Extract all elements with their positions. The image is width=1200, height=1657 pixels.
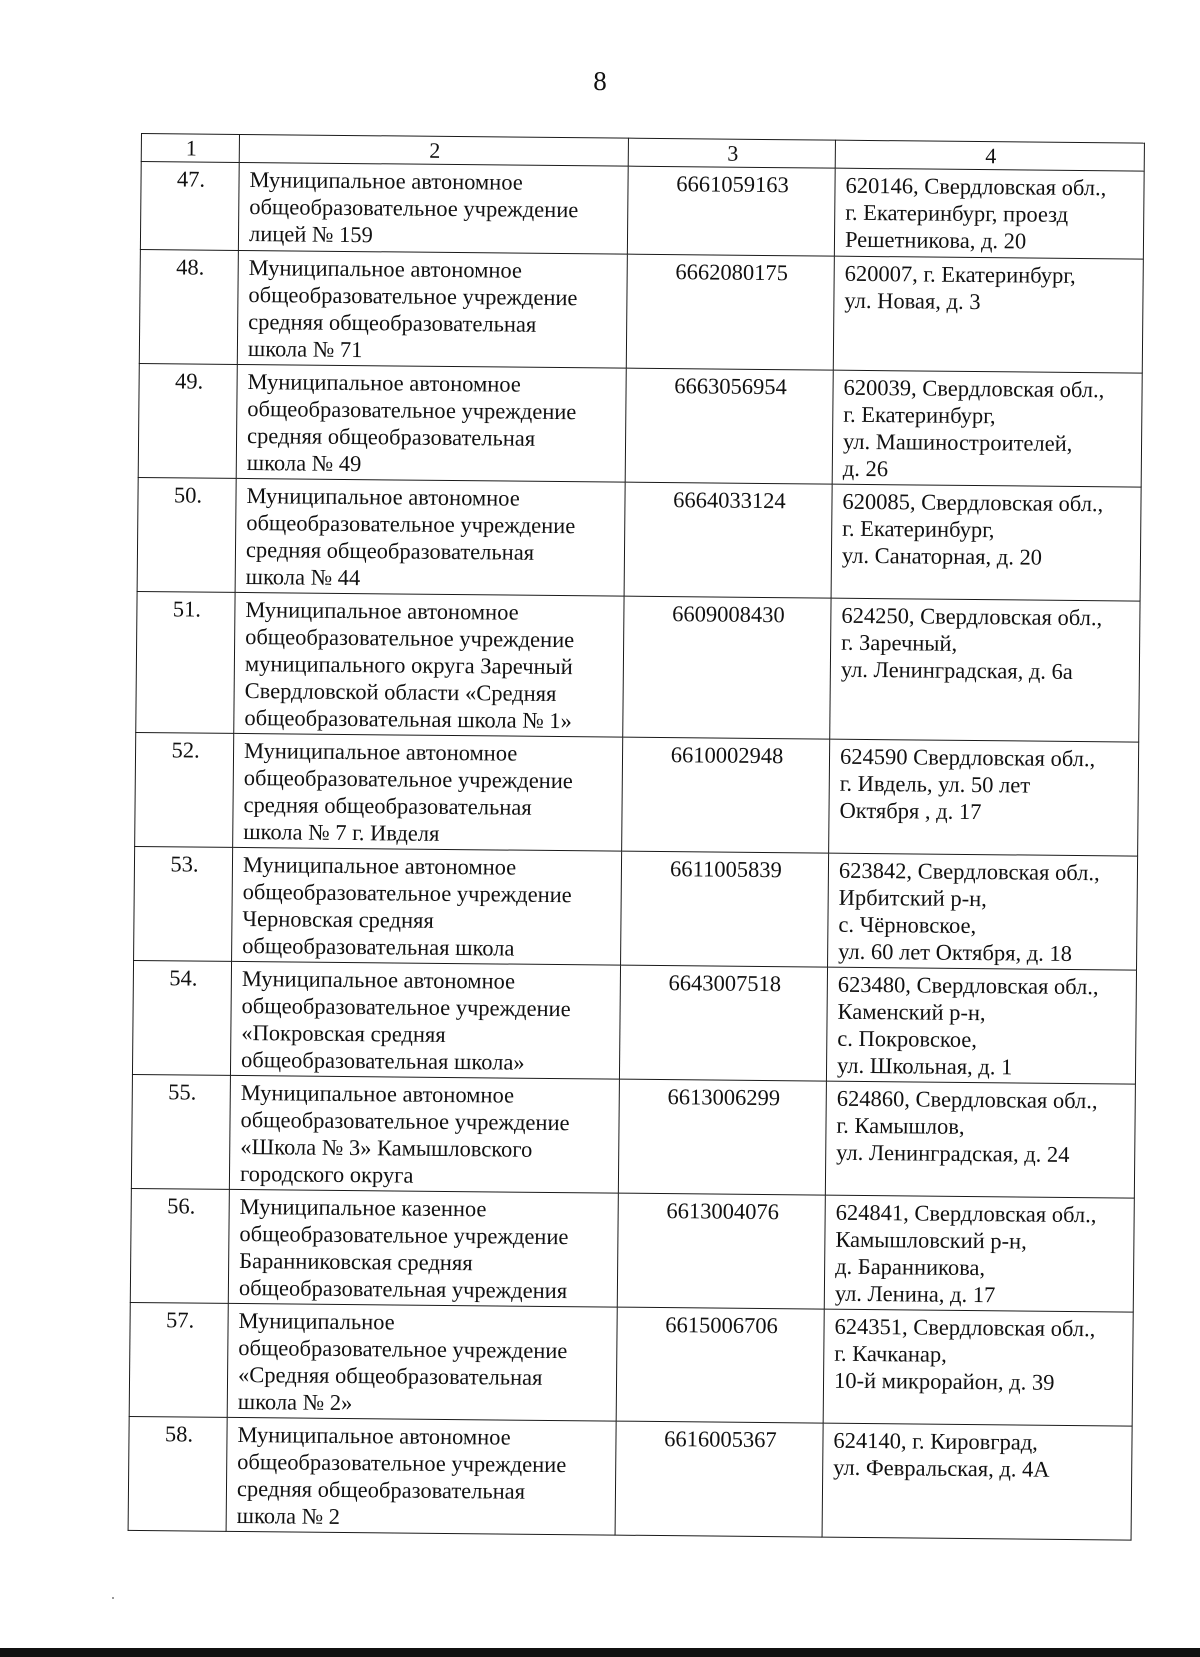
address-cell: 624351, Свердловская обл., г. Качканар, 10-й микрорайон, д. 39 <box>823 1309 1133 1426</box>
organization-name-cell: Муниципальное автономное общеобразовательное учреждение «Покровская средняя общеобразовательная школа» <box>230 961 620 1079</box>
address-cell: 624250, Свердловская обл., г. Заречный, ул. Ленинградская, д. 6а <box>830 598 1140 742</box>
table-row <box>138 363 1142 487</box>
inn-cell: 6663056954 <box>625 368 833 484</box>
address-cell: 624841, Свердловская обл., Камышловский р-н, д. Баранникова, ул. Ленина, д. 17 <box>824 1195 1134 1312</box>
address-cell: 620146, Свердловская обл., г. Екатеринбург, проезд Решетникова, д. 20 <box>834 168 1144 259</box>
organization-name-cell: Муниципальное автономное общеобразовательное учреждение средняя общеобразовательная школа № 2 <box>226 1417 616 1535</box>
row-number-cell: 47. <box>140 162 239 251</box>
row-number-cell: 51. <box>136 591 235 733</box>
organization-name-cell: Муниципальное автономное общеобразовательное учреждение средняя общеобразовательная школа № 49 <box>236 364 626 482</box>
table-row <box>129 1302 1133 1426</box>
inn-cell: 6613006299 <box>618 1079 826 1195</box>
row-number-cell: 57. <box>129 1302 228 1417</box>
row-number-cell: 50. <box>137 477 236 592</box>
inn-cell: 6609008430 <box>623 596 831 739</box>
inn-cell: 6664033124 <box>624 482 832 598</box>
organization-name-cell: Муниципальное казенное общеобразовательное учреждение Баранниковская средняя общеобразовательная учреждения <box>228 1189 618 1307</box>
inn-cell: 6610002948 <box>622 737 830 853</box>
table-row <box>130 1188 1134 1312</box>
address-cell: 624860, Свердловская обл., г. Камышлов, ул. Ленинградская, д. 24 <box>825 1081 1135 1198</box>
header-cell-2: 2 <box>239 134 628 166</box>
organization-name-cell: Муниципальное автономное общеобразовательное учреждение средняя общеобразовательная школа № 7 г. Ивделя <box>233 733 623 851</box>
address-cell: 620039, Свердловская обл., г. Екатеринбург, ул. Машиностроителей, д. 26 <box>832 370 1142 487</box>
registry-table-wrapper <box>128 133 1145 1541</box>
table-row <box>136 591 1140 742</box>
inn-cell: 6662080175 <box>626 254 834 370</box>
address-cell: 624140, г. Кировград, ул. Февральская, д. 4А <box>822 1423 1132 1540</box>
row-number-cell: 55. <box>131 1074 230 1189</box>
registry-table <box>128 133 1145 1541</box>
header-cell-1: 1 <box>141 134 239 163</box>
inn-cell: 6613004076 <box>617 1193 825 1309</box>
organization-name-cell: Муниципальное автономное общеобразовательное учреждение муниципального округа Заречный Свердловской области «Средняя общеобразовательная школа № 1» <box>234 592 624 737</box>
row-number-cell: 58. <box>128 1416 227 1531</box>
table-row <box>131 1074 1135 1198</box>
row-number-cell: 56. <box>130 1188 229 1303</box>
organization-name-cell: Муниципальное автономное общеобразовательное учреждение «Школа № 3» Камышловского городского округа <box>229 1075 619 1193</box>
row-number-cell: 49. <box>138 363 237 478</box>
page-number: 8 <box>593 66 607 96</box>
row-number-cell: 54. <box>132 960 231 1075</box>
table-row <box>137 477 1141 601</box>
organization-name-cell: Муниципальное автономное общеобразовательное учреждение лицей № 159 <box>238 162 628 254</box>
address-cell: 620085, Свердловская обл., г. Екатеринбург, ул. Санаторная, д. 20 <box>831 484 1141 601</box>
table-row <box>132 960 1136 1084</box>
inn-cell: 6615006706 <box>616 1307 824 1423</box>
table-row <box>134 846 1138 970</box>
table-row <box>128 1416 1132 1540</box>
header-cell-4: 4 <box>835 140 1144 171</box>
scan-edge-bar <box>0 1648 1200 1657</box>
scan-speck <box>112 1597 114 1599</box>
row-number-cell: 48. <box>139 249 238 364</box>
organization-name-cell: Муниципальное автономное общеобразовательное учреждение средняя общеобразовательная школа № 44 <box>235 478 625 596</box>
inn-cell: 6611005839 <box>621 851 829 967</box>
organization-name-cell: Муниципальное общеобразовательное учреждение «Средняя общеобразовательная школа № 2» <box>227 1303 617 1421</box>
table-row <box>135 732 1139 856</box>
organization-name-cell: Муниципальное автономное общеобразовательное учреждение средняя общеобразовательная школа № 71 <box>237 250 627 368</box>
table-row <box>139 249 1143 373</box>
row-number-cell: 53. <box>134 846 233 961</box>
address-cell: 620007, г. Екатеринбург, ул. Новая, д. 3 <box>833 256 1143 373</box>
address-cell: 624590 Свердловская обл., г. Ивдель, ул. 50 лет Октября , д. 17 <box>829 739 1139 856</box>
organization-name-cell: Муниципальное автономное общеобразовательное учреждение Черновская средняя общеобразовательная школа <box>232 847 622 965</box>
inn-cell: 6616005367 <box>615 1421 823 1537</box>
inn-cell: 6661059163 <box>627 166 835 256</box>
table-row <box>140 162 1144 260</box>
inn-cell: 6643007518 <box>619 965 827 1081</box>
header-cell-3: 3 <box>628 138 835 168</box>
address-cell: 623480, Свердловская обл., Каменский р-н, с. Покровское, ул. Школьная, д. 1 <box>826 967 1136 1084</box>
row-number-cell: 52. <box>135 732 234 847</box>
address-cell: 623842, Свердловская обл., Ирбитский р-н, с. Чёрновское, ул. 60 лет Октября, д. 18 <box>828 853 1138 970</box>
